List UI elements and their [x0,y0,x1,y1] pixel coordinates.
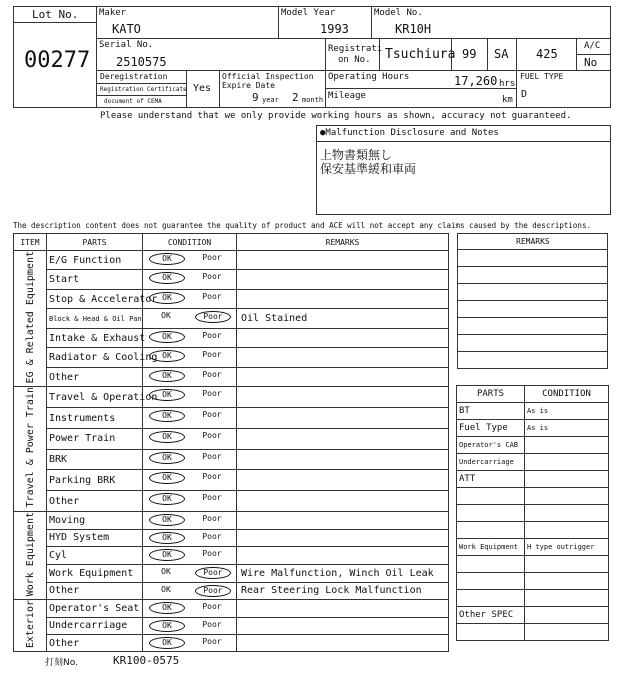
poor-option: Poor [202,330,222,340]
maker-value: KATO [112,22,141,36]
ok-circled: OK [149,602,185,614]
part-name: Radiator & Cooling [47,348,143,367]
lot-no-label: Lot No. [32,8,79,21]
remark-cell [237,367,449,387]
operating-hours-label: Operating Hours [328,72,410,82]
table-row [14,564,449,582]
condition-cell [143,387,237,408]
registration-certificate-label: Registration Certificate [100,86,187,93]
condition-cell [143,564,237,582]
poor-option: Poor [202,531,222,541]
ok-circled: OK [149,549,185,561]
right-part-name [457,590,525,607]
category-name: Exterior [24,600,36,649]
model-year-label: Model Year [281,8,336,18]
condition-cell [143,348,237,367]
table-row [14,547,449,565]
right-part-name: Other SPEC [457,607,525,624]
remark-cell [237,547,449,565]
right-table-row [457,573,609,590]
ok-circled: OK [149,452,185,464]
table-row [14,251,449,270]
part-name: Instruments [47,408,143,429]
expire-month: 2 [292,91,299,104]
ok-circled: OK [149,350,185,362]
remark-cell: Oil Stained [237,309,449,328]
category-name: Work Equipment [24,511,36,597]
right-table-row [457,624,609,641]
part-name: Other [47,634,143,651]
poor-option: Poor [202,513,222,523]
condition-cell [143,309,237,328]
ok-option: OK [161,566,171,576]
poor-option: Poor [202,602,222,612]
document-label: document of CEMA [104,98,162,105]
poor-option: Poor [202,430,222,440]
ok-circled: OK [149,410,185,422]
poor-option: Poor [202,410,222,420]
condition-cell [143,491,237,512]
part-name: Other [47,491,143,512]
remark-cell [237,511,449,529]
ok-circled: OK [149,272,185,284]
table-row [14,470,449,491]
ok-circled: OK [149,292,185,304]
right-part-name: ATT [457,471,525,488]
condition-cell [143,617,237,634]
remark-cell [237,491,449,512]
fuel-type-label: FUEL TYPE [520,72,564,81]
category-label [14,511,47,599]
right-part-condition [525,471,609,488]
hrs-unit: hrs [499,79,516,89]
right-part-condition [525,624,609,641]
poor-option: Poor [202,636,222,646]
part-name: Stop & Accelerator [47,289,143,308]
ok-circled: OK [149,472,185,484]
official-inspection-label-1: Official Inspection [222,72,314,81]
right-remarks-header: REMARKS [516,237,550,246]
condition-cell [143,408,237,429]
part-name: Undercarriage [47,617,143,634]
remark-cell [237,634,449,651]
remark-cell [237,600,449,617]
poor-option: Poor [202,253,222,262]
remark-cell [237,408,449,429]
right-part-condition: H type outrigger [525,539,609,556]
ok-circled: OK [149,532,185,544]
table-row [14,328,449,347]
poor-option: Poor [202,272,222,282]
right-part-condition [525,556,609,573]
right-part-condition [525,607,609,624]
remark-cell [237,529,449,547]
condition-cell [143,600,237,617]
model-no-label: Model No. [374,8,423,18]
right-table-row [457,437,609,454]
remark-cell [237,251,449,270]
serial-no-label: Serial No. [99,40,154,50]
deregistration-label: Deregistration [100,72,168,81]
ok-circled: OK [149,370,185,382]
part-name: Operator's Seat [47,600,143,617]
part-name: Moving [47,511,143,529]
ok-circled: OK [149,514,185,526]
table-row [14,511,449,529]
parts-header: PARTS [47,234,143,251]
condition-cell [143,634,237,651]
poor-option: Poor [202,291,222,301]
mileage-label: Mileage [328,91,366,101]
right-table-row [457,607,609,624]
remark-cell [237,348,449,367]
right-part-condition [525,573,609,590]
ok-circled: OK [149,431,185,443]
table-row [14,270,449,289]
category-name: Travel & Power Train [24,387,36,508]
right-part-name [457,488,525,505]
right-table-row [457,488,609,505]
right-part-name [457,624,525,641]
remark-cell [237,387,449,408]
ac-label: A/C [584,41,601,51]
table-row [14,634,449,651]
right-part-name: Work Equipment [457,539,525,556]
poor-circled: Poor [195,311,231,323]
disclaimer: The description content does not guarantee the quality of product and ACE will not accept any claims caused by the descriptions. [13,221,591,230]
poor-option: Poor [202,549,222,559]
remark-cell [237,328,449,347]
right-part-name: Fuel Type [457,420,525,437]
year-unit: year [262,96,279,104]
table-row [14,348,449,367]
right-parts-header: PARTS [457,386,525,403]
poor-option: Poor [202,619,222,629]
part-name: Work Equipment [47,564,143,582]
right-part-condition [525,454,609,471]
condition-cell [143,328,237,347]
remark-cell [237,428,449,449]
lot-no-value: 00277 [24,48,91,73]
right-table-row [457,522,609,539]
part-name: Other [47,367,143,387]
condition-cell [143,470,237,491]
part-name: HYD System [47,529,143,547]
condition-cell [143,289,237,308]
right-table-row [457,539,609,556]
category-label [14,600,47,652]
table-row [14,387,449,408]
right-parts-table [456,385,609,641]
right-part-condition [525,590,609,607]
poor-option: Poor [202,369,222,379]
right-part-condition [525,488,609,505]
registration-label-1: Registrati [328,44,383,54]
ok-option: OK [161,311,171,321]
engraving-label: 打刻No. [45,658,78,668]
remark-cell [237,449,449,470]
remark-cell [237,289,449,308]
ac-value: No [584,56,598,69]
poor-option: Poor [202,350,222,360]
condition-cell [143,547,237,565]
right-table-row [457,505,609,522]
operating-hours-value: 17,260 [454,74,498,88]
part-name: Intake & Exhaust [47,328,143,347]
part-name: Travel & Operation [47,387,143,408]
part-name: Cyl [47,547,143,565]
right-part-condition [525,505,609,522]
remarks-header: REMARKS [237,234,449,251]
right-remarks-box [457,233,608,369]
km-unit: km [502,95,513,105]
poor-option: Poor [202,472,222,482]
engraving-value: KR100-0575 [113,654,180,667]
right-part-name: Operator's CAB [457,437,525,454]
part-name: E/G Function [47,251,143,270]
model-year-value: 1993 [320,22,349,36]
category-label [14,251,47,387]
table-row [14,309,449,328]
right-table-row [457,454,609,471]
right-part-name: Undercarriage [457,454,525,471]
remark-cell: Rear Steering Lock Malfunction [237,582,449,600]
part-name: Power Train [47,428,143,449]
registration-code: SA [494,47,509,61]
condition-cell [143,529,237,547]
model-no-value: KR10H [395,22,432,36]
ok-circled: OK [149,253,185,265]
table-row [14,289,449,308]
poor-option: Poor [202,389,222,399]
category-name: EG & Related Equipment [24,251,36,384]
right-table-row [457,420,609,437]
dereg-value: Yes [193,83,212,94]
table-row [14,491,449,512]
expire-year: 9 [252,91,259,104]
remark-cell [237,617,449,634]
condition-cell [143,511,237,529]
serial-no-value: 2510575 [116,55,167,69]
right-part-condition [525,437,609,454]
official-inspection-label-2: Expire Date [222,81,275,90]
right-part-name [457,573,525,590]
condition-cell [143,367,237,387]
registration-num2: 425 [536,47,558,61]
ok-circled: OK [149,493,185,505]
part-name: Parking BRK [47,470,143,491]
ok-option: OK [161,584,171,594]
condition-cell [143,251,237,270]
poor-option: Poor [202,493,222,503]
poor-circled: Poor [195,585,231,597]
malfunction-title: ●Malfunction Disclosure and Notes [320,128,499,138]
part-name: BRK [47,449,143,470]
right-condition-header: CONDITION [525,386,609,403]
table-row [14,449,449,470]
right-table-row [457,471,609,488]
part-name: Block & Head & Oil Pan [47,309,143,328]
hours-notice: Please understand that we only provide working hours as shown, accuracy not guaranteed. [100,111,572,121]
condition-cell [143,449,237,470]
remark-cell: Wire Malfunction, Winch Oil Leak [237,564,449,582]
poor-circled: Poor [195,567,231,579]
right-part-condition: As is [525,403,609,420]
registration-num1: 99 [462,47,477,61]
malfunction-line-1: 上物書類無し [320,148,393,162]
table-row [14,617,449,634]
ok-circled: OK [149,389,185,401]
part-name: Start [47,270,143,289]
registration-label-2: on No. [338,55,371,65]
poor-option: Poor [202,451,222,461]
maker-label: Maker [99,8,127,18]
right-table-row [457,590,609,607]
malfunction-line-2: 保安基準緩和車両 [320,162,417,176]
right-table-row [457,403,609,420]
right-part-name [457,505,525,522]
remark-cell [237,270,449,289]
table-row [14,529,449,547]
remark-cell [237,470,449,491]
ok-circled: OK [149,331,185,343]
ok-circled: OK [149,637,185,649]
right-part-condition: As is [525,420,609,437]
right-part-condition [525,522,609,539]
right-part-name: BT [457,403,525,420]
condition-cell [143,428,237,449]
table-row [14,582,449,600]
registration-city: Tsuchiura [385,47,456,62]
table-row [14,367,449,387]
item-header: ITEM [14,234,47,251]
table-row [14,428,449,449]
part-name: Other [47,582,143,600]
month-unit: month [302,96,324,104]
category-label [14,387,47,511]
table-row [14,600,449,617]
ok-circled: OK [149,620,185,632]
inspection-table [13,233,449,652]
condition-header: CONDITION [143,234,237,251]
table-row [14,408,449,429]
right-part-name [457,556,525,573]
condition-cell [143,582,237,600]
right-part-name [457,522,525,539]
right-table-row [457,556,609,573]
fuel-type-value: D [521,89,528,100]
condition-cell [143,270,237,289]
